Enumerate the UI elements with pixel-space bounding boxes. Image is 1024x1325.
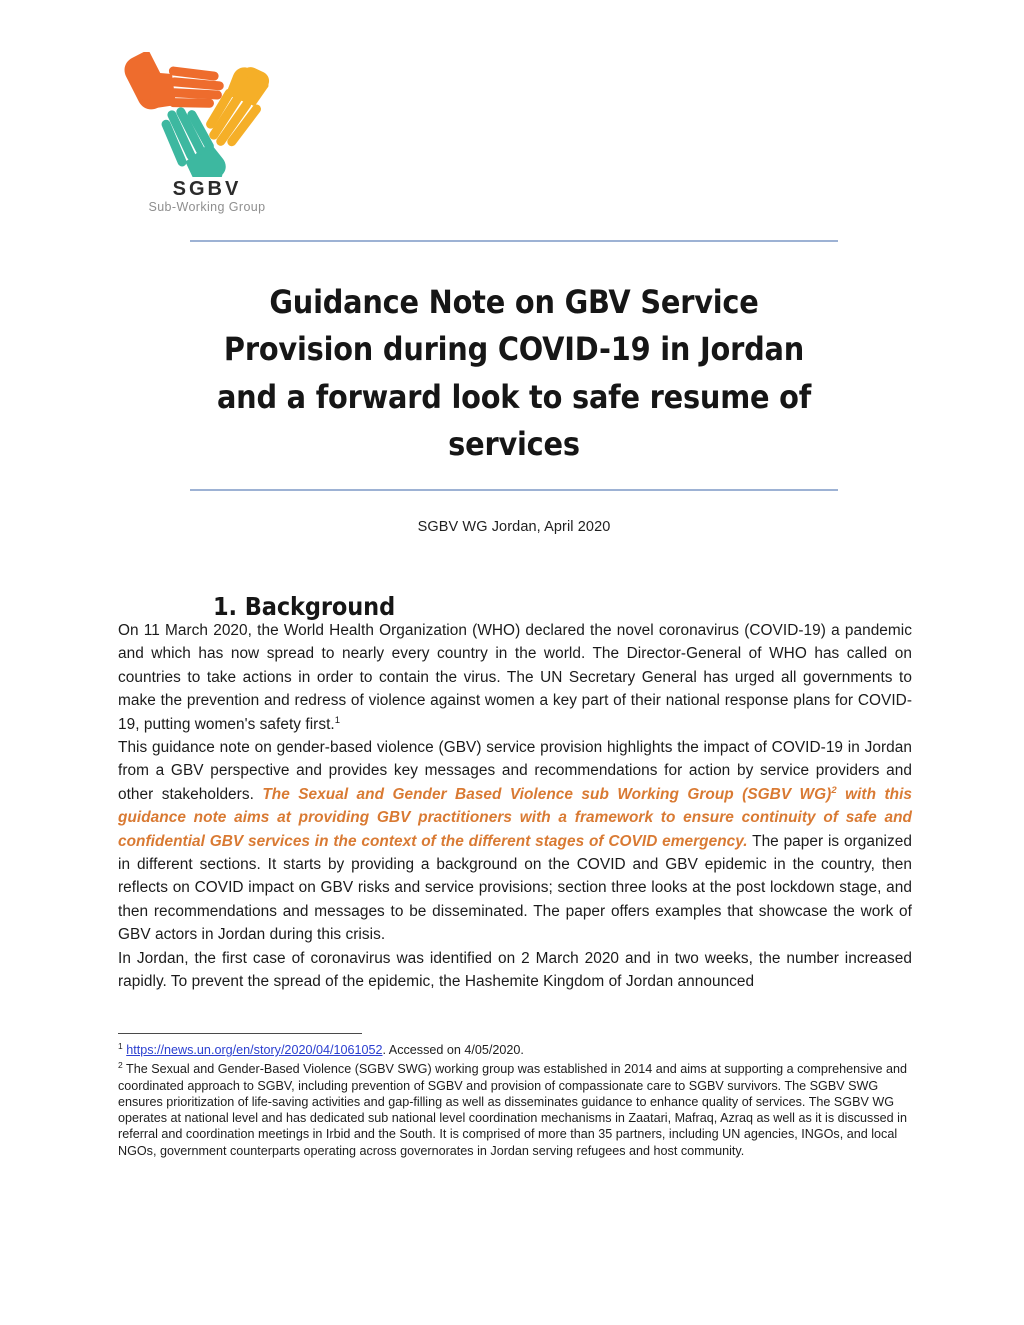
paragraph-1	[118, 619, 912, 736]
footnote-2	[118, 1061, 912, 1159]
footnote-1-link[interactable]: https://news.un.org/en/story/2020/04/1061052	[126, 1043, 383, 1057]
footnote-1	[118, 1042, 912, 1058]
footnote-1-tail: . Accessed on 4/05/2020.	[382, 1043, 524, 1057]
paragraph-2-highlight-a: The Sexual and Gender Based Violence sub Working Group (SGBV WG)	[262, 785, 832, 803]
sgbv-logo	[118, 52, 318, 215]
footnote-2-marker: 2	[118, 1060, 123, 1071]
document-title: Guidance Note on GBV Service Provision during COVID-19 in Jordan and a forward look to safe resume of services	[216, 283, 812, 463]
three-hands-pinwheel-icon	[124, 52, 284, 177]
paragraph-2	[118, 736, 912, 947]
logo-subtitle: Sub-Working Group	[148, 200, 266, 214]
section-heading-background: 1. Background	[213, 591, 396, 621]
document-subtitle: SGBV WG Jordan, April 2020	[417, 519, 611, 535]
title-rule-bottom	[190, 489, 838, 491]
logo-name: SGBV	[172, 178, 242, 200]
paragraph-2-highlight-b: with this guidance note aims at providing GBV practitioners with a framework to ensure continuity of safe and confidential GBV services in the context of the different stages of COVID emergency.	[118, 785, 913, 850]
footnote-separator	[118, 1033, 362, 1034]
hand-orange	[138, 66, 224, 108]
footnote-2-text: The Sexual and Gender-Based Violence (SGBV SWG) working group was established in 2014 and aims at supporting a comprehensive and coordinated approach to SGBV, including prevention of SGBV and provision of compassionate care to SGBV survivors. The SGBV SWG ensures prioritization of life-saving activities and gap-filling as well as disseminates guidance to enhance quality of services. The SGBV WG operates at national level and has dedicated sub national level coordination mechanisms in Zaatari, Mafraq, Azraq as well as it is discussed in referral and coordination meetings in Irbid and the South. It is comprised of more than 35 partners, including UN agencies, INGOs, and local NGOs, government counterparts operating across governorates in Jordan serving refugees and host community.	[118, 1062, 908, 1158]
body-text-column	[118, 619, 912, 994]
paragraph-3: In Jordan, the first case of coronavirus was identified on 2 March 2020 and in two weeks, the number increased rapidly. To prevent the spread of the epidemic, the Hashemite Kingdom of Jordan announced	[118, 949, 912, 991]
footnote-marker-1[interactable]: 1	[334, 714, 341, 726]
title-rule-top	[190, 240, 838, 242]
footnotes-section	[118, 1042, 912, 1159]
logo-wordmark	[142, 179, 272, 215]
paragraph-2-tail: The paper is organized in different sections. It starts by providing a background on the COVID and GBV epidemic in the country, then reflects on COVID impact on GBV risks and service provisions; section three looks at the post lockdown stage, and then recommendations and messages to be disseminated. The paper offers examples that showcase the work of GBV actors in Jordan during this crisis.	[118, 832, 912, 944]
footnote-marker-2[interactable]: 2	[831, 784, 837, 796]
footnote-1-marker: 1	[118, 1040, 123, 1051]
paragraph-1-text: On 11 March 2020, the World Health Organization (WHO) declared the novel coronavirus (COVID-19) a pandemic and which has now spread to nearly every country in the world. The Director-General of WHO has called on countries to take actions in order to contain the virus. The UN Secretary General has urged all governments to make the prevention and redress of violence against women a key part of their national response plans for COVID-19, putting women's safety first.	[118, 622, 912, 733]
paragraph-2-lead: This guidance note on gender-based violence (GBV) service provision highlights the impact of COVID-19 in Jordan from a GBV perspective and provides key messages and recommendations for action by service providers and other stakeholders.	[118, 739, 912, 803]
